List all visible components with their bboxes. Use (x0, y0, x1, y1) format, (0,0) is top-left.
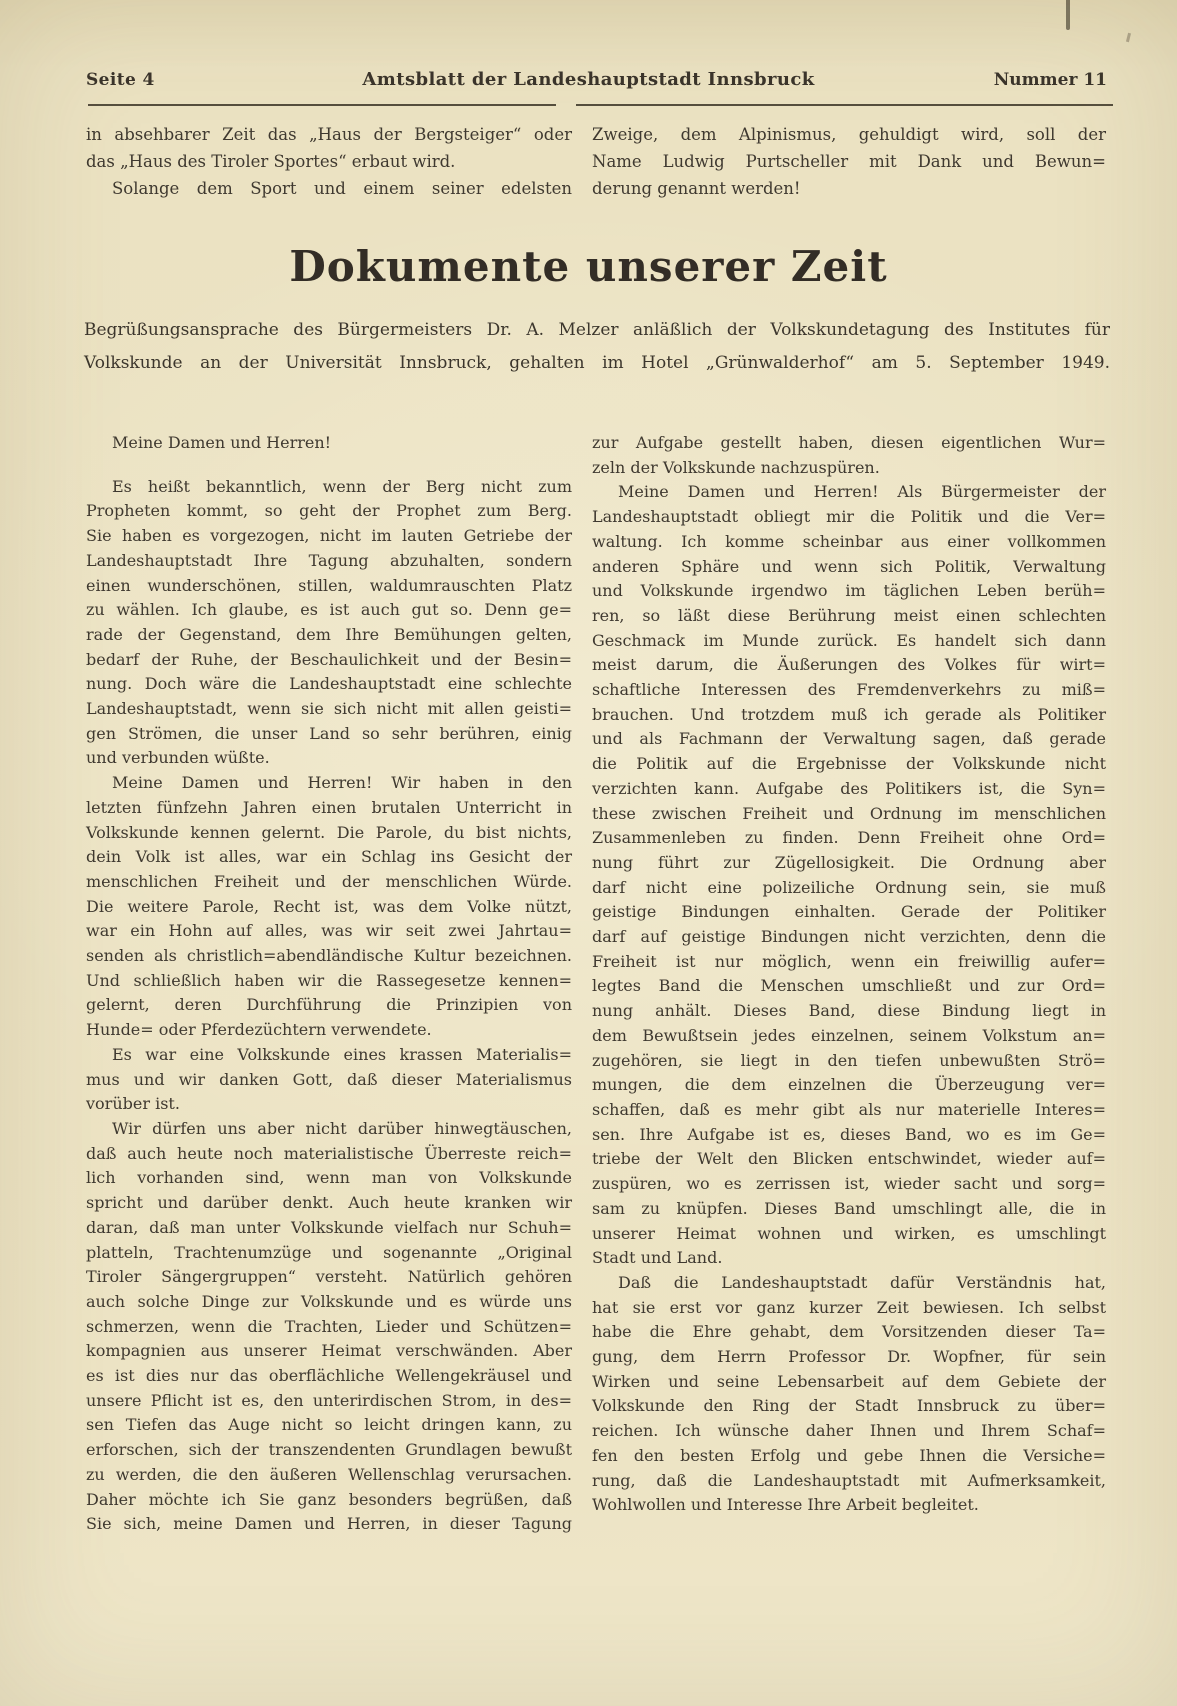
text-line: lich vorhanden sind, wenn man von Volkskunde (86, 1168, 572, 1188)
text-line: Sie sich, meine Damen und Herren, in dieser Tagung (86, 1514, 572, 1534)
paragraph (86, 121, 572, 175)
paragraph (86, 475, 572, 771)
text-line: Daher möchte ich Sie ganz besonders begrüßen, daß (86, 1489, 572, 1509)
text-line: zu werden, die den äußeren Wellenschlag verursachen. (86, 1464, 572, 1484)
text-line: Zusammenleben zu finden. Denn Freiheit ohne Ord= (592, 828, 1106, 848)
text-line: Daß die Landeshauptstadt dafür Verständnis hat, (618, 1272, 1106, 1292)
text-line: Propheten kommt, so geht der Prophet zum Berg. (86, 501, 572, 521)
text-line: legtes Band die Menschen umschließt und zur Ord= (592, 976, 1106, 996)
top-article-right-column (592, 121, 1106, 202)
text-line: unserer Heimat wohnen und wirken, es umschlingt (592, 1223, 1106, 1243)
text-line: daß auch heute noch materialistische Überreste reich= (86, 1143, 572, 1163)
text-line: Wir dürfen uns aber nicht darüber hinwegtäuschen, (112, 1118, 572, 1138)
text-line: schmerzen, wenn die Trachten, Lieder und Schützen= (86, 1316, 572, 1336)
text-line: geistige Bindungen einhalten. Gerade der Politiker (592, 902, 1106, 922)
text-line: dein Volk ist alles, war ein Schlag ins Gesicht der (86, 847, 572, 867)
text-line: zeln der Volkskunde nachzuspüren. (592, 457, 880, 477)
text-line: sam zu knüpfen. Dieses Band umschlingt alle, die in (592, 1198, 1106, 1218)
text-line: Begrüßungsansprache des Bürgermeisters Dr. A. Melzer anläßlich der Volkskundetagung des Institutes für (84, 320, 1110, 340)
article-title: Dokumente unserer Zeit (289, 242, 888, 291)
text-line: fen den besten Erfolg und gebe Ihnen die Versiche= (592, 1445, 1106, 1465)
text-line: daran, daß man unter Volkskunde vielfach nur Schuh= (86, 1217, 572, 1237)
text-line: Volkskunde an der Universität Innsbruck, gehalten im Hotel „Grünwalderhof“ am 5. September 1949. (84, 353, 1110, 373)
text-line: triebe der Welt den Blicken entschwindet, wieder auf= (592, 1149, 1106, 1169)
text-line: Und schließlich haben wir die Rassegesetze kennen= (86, 970, 572, 990)
text-line: das „Haus des Tiroler Sportes“ erbaut wird. (86, 152, 456, 171)
paragraph (86, 1117, 572, 1537)
text-line: zu wählen. Ich glaube, es ist auch gut so. Denn ge= (86, 600, 572, 620)
text-line: waltung. Ich komme scheinbar aus einer vollkommen (592, 531, 1106, 551)
text-line: bedarf der Ruhe, der Beschaulichkeit und der Besin= (86, 649, 572, 669)
text-line: und Volkskunde irgendwo im täglichen Leben berüh= (592, 581, 1106, 601)
text-line: platteln, Trachtenumzüge und sogenannte „Original (86, 1242, 572, 1262)
text-line: schaffen, daß es mehr gibt als nur materielle Interes= (592, 1099, 1106, 1119)
text-line: menschlichen Freiheit und der menschlichen Würde. (86, 871, 572, 891)
text-line: hat sie erst vor ganz kurzer Zeit bewiesen. Ich selbst (592, 1297, 1106, 1317)
text-line: sen Tiefen das Auge nicht so leicht dringen kann, zu (86, 1415, 572, 1435)
article-right-column (592, 431, 1106, 1518)
text-line: zugehören, sie liegt in den tiefen unbewußten Strö= (592, 1050, 1106, 1070)
text-line: auch solche Dinge zur Volkskunde und es würde uns (86, 1291, 572, 1311)
text-line: und als Fachmann der Verwaltung sagen, daß gerade (592, 729, 1106, 749)
text-line: these zwischen Freiheit und Ordnung im menschlichen (592, 803, 1106, 823)
text-line: habe die Ehre gehabt, dem Vorsitzenden dieser Ta= (592, 1322, 1106, 1342)
text-line: einen wunderschönen, stillen, waldumrauschten Platz (86, 575, 572, 595)
text-line: Landeshauptstadt Ihre Tagung abzuhalten, sondern (86, 550, 572, 570)
text-line: derung genannt werden! (592, 179, 801, 198)
text-line: Landeshauptstadt, wenn sie sich nicht mit allen geisti= (86, 699, 572, 719)
text-line: Volkskunde den Ring der Stadt Innsbruck zu über= (592, 1396, 1106, 1416)
text-line: mus und wir danken Gott, daß dieser Materialismus (86, 1069, 572, 1089)
masthead-rule-left (88, 104, 556, 106)
scan-edge-artifact (1066, 0, 1070, 30)
text-line: Tiroler Sängergruppen“ versteht. Natürlich gehören (86, 1267, 572, 1287)
text-line: darf auf geistige Bindungen nicht verzichten, denn die (592, 927, 1106, 947)
text-line: rade der Gegenstand, dem Ihre Bemühungen gelten, (86, 624, 572, 644)
masthead-title: Amtsblatt der Landeshauptstadt Innsbruck (362, 69, 815, 90)
paragraph (592, 1271, 1106, 1518)
text-line: ren, so läßt diese Berührung meist einen schlechten (592, 605, 1106, 625)
text-line: nung anhält. Dieses Band, diese Bindung liegt in (592, 1001, 1106, 1021)
paragraph (592, 480, 1106, 1271)
paragraph (86, 1043, 572, 1117)
text-line: reichen. Ich wünsche daher Ihnen und Ihrem Schaf= (592, 1421, 1106, 1441)
text-line: Freiheit ist nur möglich, wenn ein freiwillig aufer= (592, 951, 1106, 971)
text-line: senden als christlich=abendländische Kultur bezeichnen. (86, 946, 572, 966)
text-line: Geschmack im Munde zurück. Es handelt sich dann (592, 630, 1106, 650)
text-line: gelernt, deren Durchführung die Prinzipien von (86, 995, 572, 1015)
text-line: Hunde= oder Pferdezüchtern verwendete. (86, 1020, 432, 1040)
text-line: Landeshauptstadt obliegt mir die Politik und die Ver= (592, 507, 1106, 527)
paragraph (86, 431, 572, 456)
text-line: meist darum, die Äußerungen des Volkes für wirt= (592, 655, 1106, 675)
text-line: Meine Damen und Herren! (112, 433, 332, 452)
text-line: es ist dies nur das oberflächliche Wellengekräusel und (86, 1366, 572, 1386)
text-line: spricht und darüber denkt. Auch heute kranken wir (86, 1193, 572, 1213)
text-line: Solange dem Sport und einem seiner edelsten (112, 179, 572, 198)
paragraph (86, 175, 572, 202)
text-line: Es war eine Volkskunde eines krassen Materialis= (112, 1044, 572, 1064)
text-line: Meine Damen und Herren! Wir haben in den (112, 773, 572, 793)
paragraph (84, 314, 1110, 380)
text-line: gung, dem Herrn Professor Dr. Wopfner, für sein (592, 1347, 1106, 1367)
text-line: erforschen, sich der transzendenten Grundlagen bewußt (86, 1440, 572, 1460)
text-line: darf nicht eine polizeiliche Ordnung sein, sie muß (592, 877, 1106, 897)
text-line: gen Strömen, die unser Land so sehr berühren, einig (86, 723, 572, 743)
text-line: und verbunden wüßte. (86, 748, 270, 768)
text-line: brauchen. Und trotzdem muß ich gerade als Politiker (592, 704, 1106, 724)
text-line: nung führt zur Zügellosigkeit. Die Ordnung aber (592, 852, 1106, 872)
text-line: schaftliche Interessen des Fremdenverkehrs zu miß= (592, 680, 1106, 700)
page-number-label: Seite 4 (86, 70, 155, 90)
text-line: unsere Pflicht ist es, den unterirdischen Strom, in des= (86, 1390, 572, 1410)
text-line: die Politik auf die Ergebnisse der Volkskunde nicht (592, 754, 1106, 774)
paragraph (592, 121, 1106, 202)
paragraph (86, 771, 572, 1043)
text-line: in absehbarer Zeit das „Haus der Bergsteiger“ oder (86, 125, 572, 144)
text-line: mungen, die dem einzelnen die Überzeugung ver= (592, 1075, 1106, 1095)
text-line: kompagnien aus unserer Heimat verschwänden. Aber (86, 1341, 572, 1361)
text-line: Die weitere Parole, Recht ist, was dem Volke nützt, (86, 896, 572, 916)
text-line: nung. Doch wäre die Landeshauptstadt eine schlechte (86, 674, 572, 694)
text-line: zuspüren, wo es zerrissen ist, wieder sacht und sorg= (592, 1174, 1106, 1194)
text-line: Volkskunde kennen gelernt. Die Parole, du bist nichts, (86, 822, 572, 842)
top-article-left-column (86, 121, 572, 202)
text-line: zur Aufgabe gestellt haben, diesen eigentlichen Wur= (592, 433, 1106, 452)
issue-number-label: Nummer 11 (993, 70, 1107, 90)
text-line: dem Bewußtsein jedes einzelnen, seinem Volkstum an= (592, 1025, 1106, 1045)
text-line: Es heißt bekanntlich, wenn der Berg nicht zum (112, 476, 572, 496)
text-line: verzichten kann. Aufgabe des Politikers ist, die Syn= (592, 778, 1106, 798)
text-line: Zweige, dem Alpinismus, gehuldigt wird, soll der (592, 125, 1106, 144)
text-line: rung, daß die Landeshauptstadt mit Aufmerksamkeit, (592, 1470, 1106, 1490)
text-line: anderen Sphäre und wenn sich Politik, Verwaltung (592, 556, 1106, 576)
text-line: letzten fünfzehn Jahren einen brutalen Unterricht in (86, 797, 572, 817)
text-line: sen. Ihre Aufgabe ist es, dieses Band, wo es im Ge= (592, 1124, 1106, 1144)
text-line: Wirken und seine Lebensarbeit auf dem Gebiete der (592, 1371, 1106, 1391)
article-left-column (86, 431, 572, 1537)
text-line: war ein Hohn auf alles, was wir seit zwei Jahrtau= (86, 921, 572, 941)
article-subtitle (84, 314, 1110, 380)
masthead-rule-right (576, 104, 1113, 106)
scan-speck-artifact (1126, 33, 1131, 42)
text-line: Meine Damen und Herren! Als Bürgermeister der (618, 482, 1106, 502)
text-line: Wohlwollen und Interesse Ihre Arbeit begleitet. (592, 1495, 979, 1515)
text-line: Stadt und Land. (592, 1248, 723, 1268)
text-line: Name Ludwig Purtscheller mit Dank und Bewun= (592, 152, 1106, 171)
text-line: vorüber ist. (86, 1094, 180, 1114)
paragraph (592, 431, 1106, 480)
text-line: Sie haben es vorgezogen, nicht im lauten Getriebe der (86, 526, 572, 546)
